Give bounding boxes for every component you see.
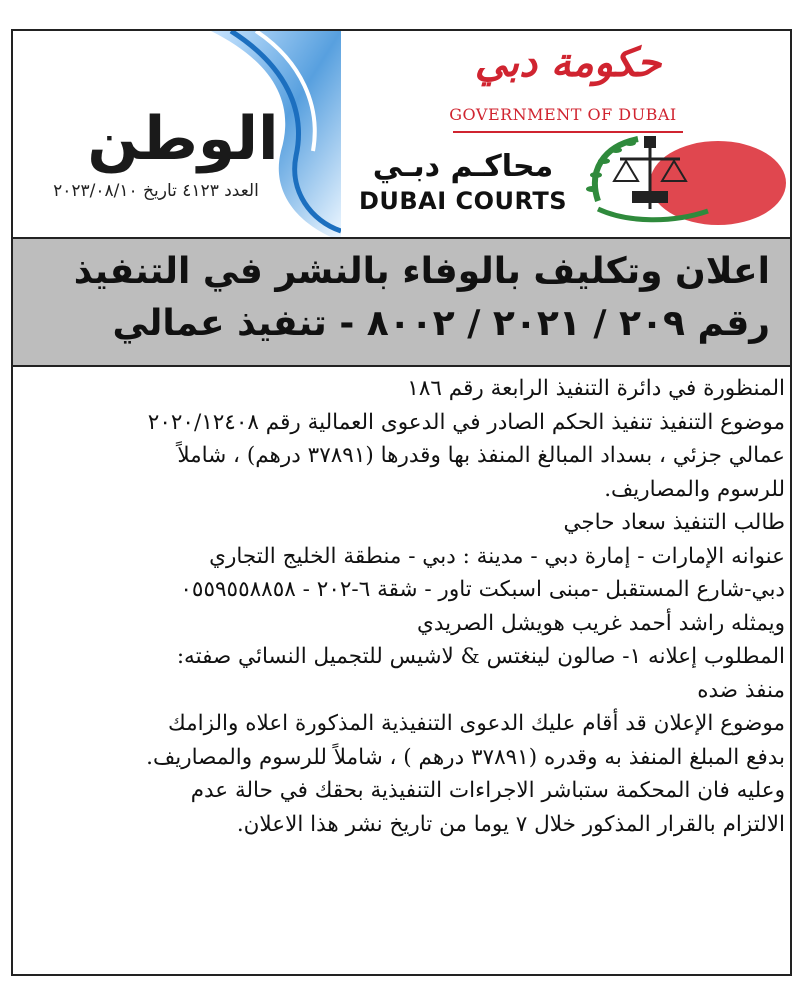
body-line: منفذ ضده: [697, 677, 785, 703]
header: [13, 31, 790, 237]
notice-title-line-2: رقم ٢٠٩ / ٢٠٢١ / ٨٠٠٢ - تنفيذ عمالي: [112, 303, 770, 344]
issue-date: العدد ٤١٢٣ تاريخ ٢٠٢٣/٠٨/١٠: [53, 181, 259, 201]
body-line: طالب التنفيذ سعاد حاجي: [563, 510, 785, 535]
body-line: دبي-شارع المستقبل -مبنى اسبكت تاور - شقة ٦-٢٠٢ - ٠٥٥٩٥٥٨٨٥٨: [180, 577, 785, 602]
body-line: وعليه فان المحكمة ستباشر الاجراءات التنفيذية بحقك في حالة عدم: [190, 778, 785, 803]
body-line: عنوانه الإمارات - إمارة دبي - مدينة : دبي - منطقة الخليج التجاري: [209, 543, 785, 569]
body-line: الالتزام بالقرار المذكور خلال ٧ يوما من تاريخ نشر هذا الاعلان.: [236, 811, 785, 837]
body-line: ويمثله راشد أحمد غريب هويشل الصريدي: [417, 610, 785, 636]
body-line: عمالي جزئي ، بسداد المبالغ المنفذ بها وقدرها (٣٧٨٩١ درهم) ، شاملاً: [177, 443, 785, 468]
courts-name-arabic: محاكـم دبـي: [372, 149, 554, 184]
courts-name-english: DUBAI COURTS: [358, 187, 568, 215]
government-name-english: GOVERNMENT OF DUBAI: [449, 105, 677, 124]
newspaper-name: الوطن: [87, 104, 279, 174]
body-line: للرسوم والمصاريف.: [604, 476, 785, 502]
dubai-courts-emblem-icon: [578, 131, 788, 226]
government-name-arabic: حكومة دبي: [474, 39, 662, 86]
body-line: المطلوب إعلانه ١- صالون لينغتس & لاشيس للتجميل النسائي صفته:: [176, 644, 785, 669]
notice-title-band: [13, 237, 790, 367]
body-line: موضوع التنفيذ تنفيذ الحكم الصادر في الدعوى العمالية رقم ٢٠٢٠/١٢٤٠٨: [147, 409, 785, 435]
notice-title-line-1: اعلان وتكليف بالوفاء بالنشر في التنفيذ: [73, 251, 770, 292]
body-line: موضوع الإعلان قد أقام عليك الدعوى التنفيذية المذكورة اعلاه والزامك: [168, 711, 785, 736]
notice-body: [20, 372, 785, 841]
body-line: المنظورة في دائرة التنفيذ الرابعة رقم ١٨٦: [407, 376, 785, 401]
body-line: بدفع المبلغ المنفذ به وقدره (٣٧٨٩١ درهم ) ، شاملاً للرسوم والمصاريف.: [146, 744, 785, 770]
